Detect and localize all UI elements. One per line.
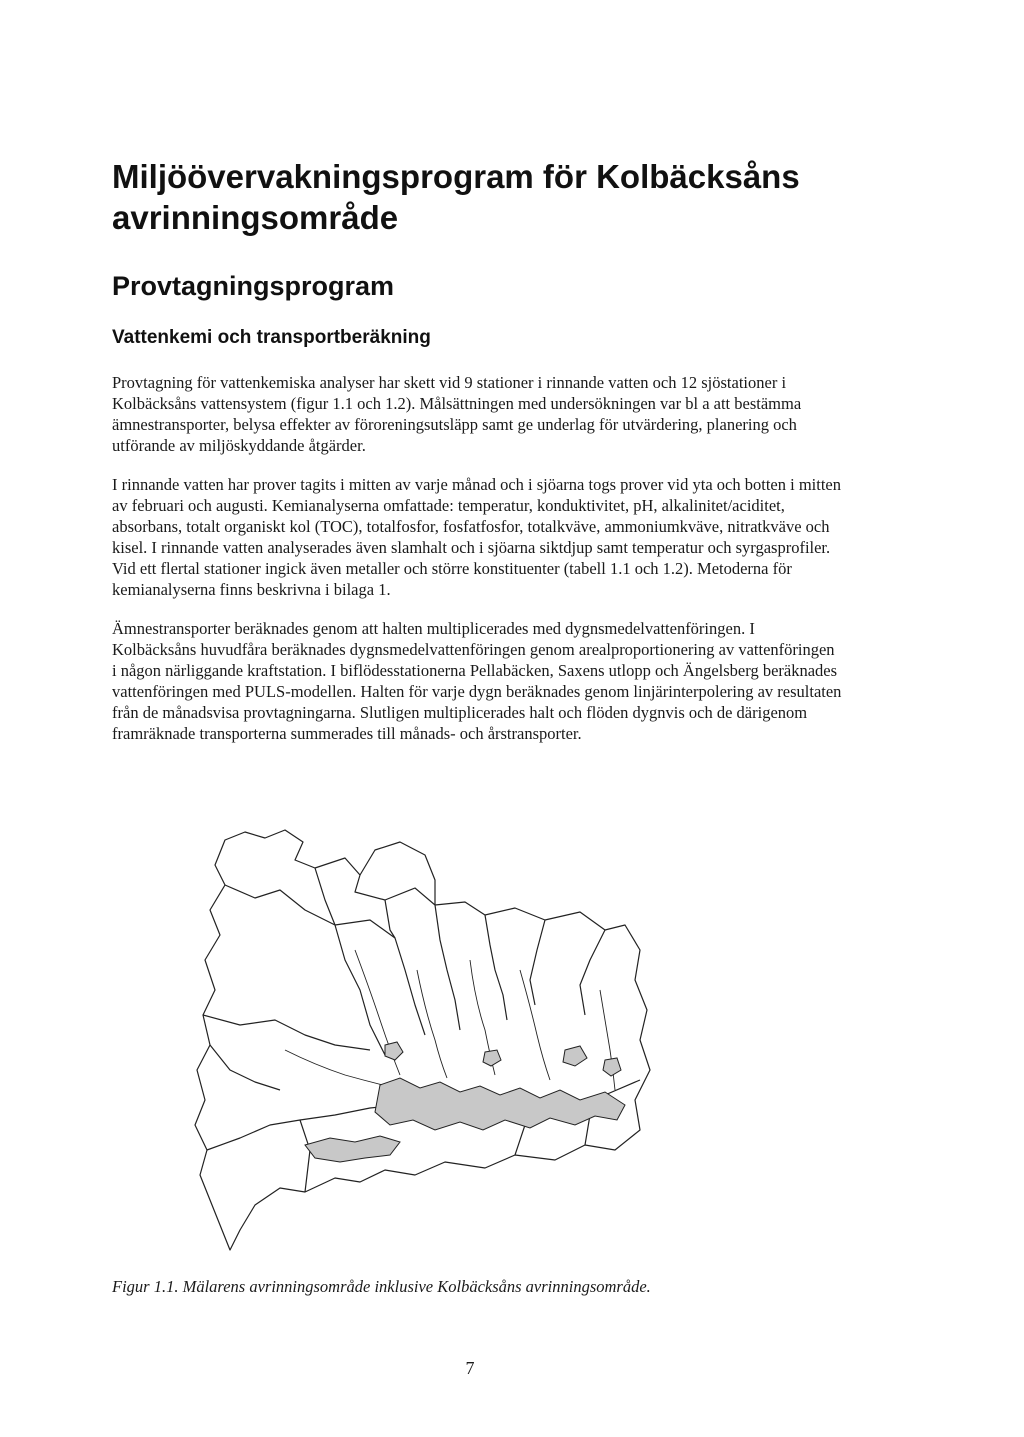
lake: [563, 1046, 587, 1066]
document-title: Miljöövervakningsprogram för Kolbäcksåns avrinningsområde: [112, 158, 800, 236]
basin-divide: [315, 868, 385, 1055]
basin-divide: [530, 920, 545, 1005]
basin-divide: [435, 905, 460, 1030]
basin-divide: [485, 915, 507, 1020]
paragraph-3: Ämnestransporter beräknades genom att halten multiplicerades med dygnsmedelvattenföringen. I Kolbäcksåns huvudfåra beräknades dygnsmedelvattenföringen genom arealproportionering av vattenföringen i någon närliggande kraftstation. I biflödesstationerna Pellabäcken, Saxens utlopp och Ängelsberg beräknades vattenföringen med PULS-modellen. Halten för varje dygn beräknades genom linjärinterpolering av resultaten från de månadsvisa provtagningarna. Slutligen multiplicerades halt och flöden dygnvis och de därigenom framräknade transporterna summerades till månads- och årstransporter.: [112, 619, 842, 743]
basin-divide: [210, 1045, 280, 1090]
catchment-map-figure: [185, 820, 665, 1260]
paragraph-2: I rinnande vatten har prover tagits i mitten av varje månad och i sjöarna togs prover vid yta och botten i mitten av februari och augusti. Kemianalyserna omfattade: temperatur, konduktivitet, pH, alkalinitet/aciditet, absorbans, totalt organiskt kol (TOC), totalfosfor, fosfatfosfor, totalkväve, ammoniumkväve, nitratkväve och kisel. I rinnande vatten analyserades även slamhalt och i sjöarna siktdjup samt temperatur och syrgasprofiler. Vid ett flertal stationer ingick även metaller och större konstituenter (tabell 1.1 och 1.2). Metoderna för kemianalyserna finns beskrivna i bilaga 1.: [112, 475, 841, 599]
basin-divide: [385, 900, 425, 1035]
subsection-heading: Vattenkemi och transportberäkning: [112, 327, 431, 348]
basin-divide: [225, 885, 395, 938]
basin-divide: [300, 1120, 310, 1192]
lake-malaren: [375, 1078, 625, 1130]
lake: [385, 1042, 403, 1060]
basin-divide: [203, 1015, 370, 1050]
lake-hjalmaren: [305, 1136, 400, 1162]
page-number: 7: [465, 1358, 475, 1378]
basin-divide: [580, 930, 605, 1015]
paragraph-1: Provtagning för vattenkemiska analyser har skett vid 9 stationer i rinnande vatten och 12 sjöstationer i Kolbäcksåns vattensystem (figur 1.1 och 1.2). Målsättningen med undersökningen var bl a att bestämma ämnestransporter, belysa effekter av föroreningsutsläpp samt ge underlag för utvärdering, planering och utförande av miljöskyddande åtgärder.: [112, 373, 802, 455]
document-body: [112, 156, 842, 744]
river: [520, 970, 550, 1080]
catchment-map: [185, 820, 665, 1260]
river: [285, 1050, 395, 1088]
figure-caption: Figur 1.1. Mälarens avrinningsområde inklusive Kolbäcksåns avrinningsområde.: [112, 1277, 651, 1296]
catchment-boundary: [195, 830, 650, 1250]
lake: [603, 1058, 621, 1076]
section-heading: Provtagningsprogram: [112, 271, 395, 301]
lake: [483, 1050, 501, 1066]
